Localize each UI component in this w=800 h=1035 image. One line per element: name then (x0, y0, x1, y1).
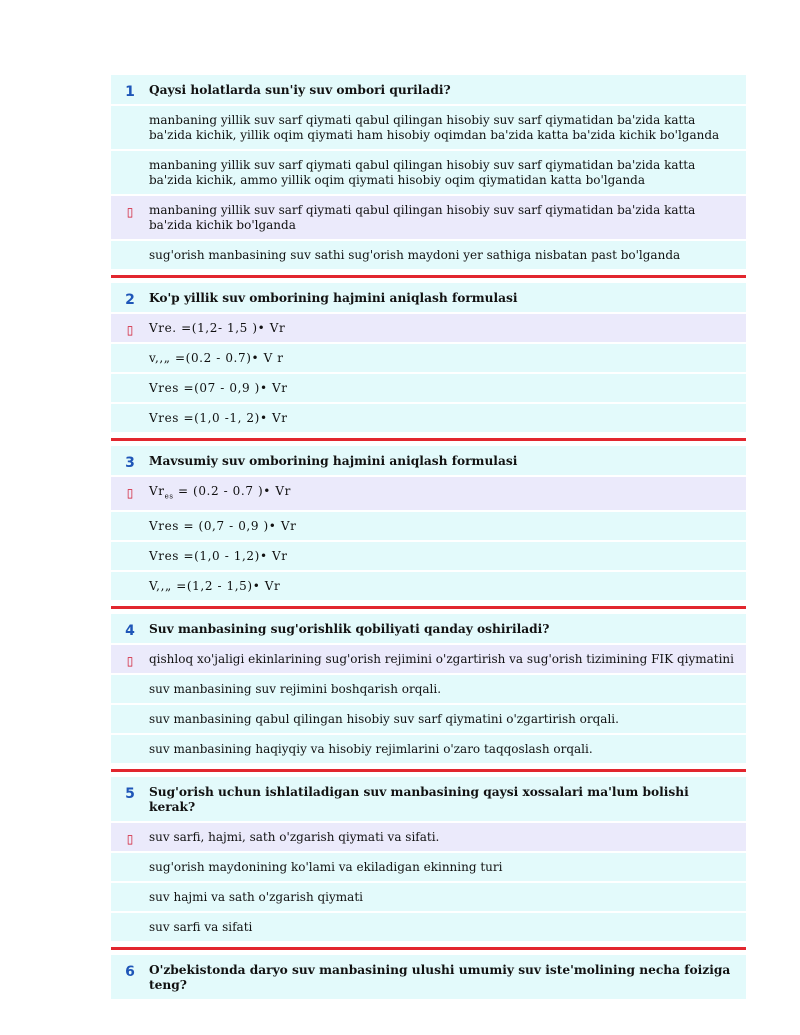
answer-text: sug'orish maydonining ko'lami va ekiladigan ekinning turi (149, 860, 503, 875)
question-row (111, 75, 746, 106)
answer-text: suv sarfi va sifati (149, 920, 253, 935)
answer-option[interactable] (111, 542, 746, 572)
answer-text: Vres = (0,7 - 0,9 )• Vr (149, 519, 297, 534)
formula-subscript: es (164, 492, 174, 501)
answer-text (149, 477, 746, 510)
question-separator (111, 769, 746, 772)
answer-option[interactable] (111, 853, 746, 883)
check-box-icon: ▯ (126, 832, 134, 847)
answer-spacer (111, 512, 149, 521)
answer-spacer (111, 404, 149, 413)
check-box-icon: ▯ (126, 654, 134, 669)
question-number: 6 (125, 964, 135, 981)
question-row (111, 283, 746, 314)
answer-spacer (111, 913, 149, 922)
answer-spacer (111, 542, 149, 551)
formula-expression: (0.2 - 0.7 )• Vr (193, 484, 291, 498)
answer-text: suv manbasining suv rejimini boshqarish orqali. (149, 682, 442, 697)
answer-text: v,,„ =(0.2 - 0.7)• V r (149, 351, 284, 365)
question-number: 1 (125, 84, 135, 100)
answer-spacer (111, 572, 149, 581)
question-text: Ko'p yillik suv omborining hajmini aniqlash formulasi (149, 291, 518, 305)
answer-option[interactable] (111, 705, 746, 735)
answer-text: manbaning yillik suv sarf qiymati qabul qilingan hisobiy suv sarf qiymatidan ba'zida katta ba'zida kichik, yillik oqim qiymati ham hisobiy oqimdan ba'zida katta ba'zida kichik bo'lganda (149, 113, 720, 142)
answer-option[interactable] (111, 512, 746, 542)
answer-spacer (111, 374, 149, 383)
question-separator (111, 947, 746, 950)
answer-option[interactable] (111, 374, 746, 404)
answer-spacer (111, 151, 149, 160)
answer-spacer (111, 705, 149, 714)
question-number: 3 (125, 455, 135, 471)
question-number: 2 (125, 292, 135, 308)
answer-option[interactable] (111, 344, 746, 374)
check-box-icon: ▯ (126, 323, 134, 337)
answer-spacer (111, 883, 149, 892)
question-block (111, 283, 746, 434)
question-row (111, 777, 746, 823)
answer-spacer (111, 106, 149, 115)
check-box-icon: ▯ (126, 205, 134, 219)
answer-option[interactable] (111, 314, 746, 344)
answer-text: manbaning yillik suv sarf qiymati qabul qilingan hisobiy suv sarf qiymatidan ba'zida katta ba'zida kichik bo'lganda (149, 203, 696, 232)
question-separator (111, 275, 746, 278)
answer-text: suv manbasining haqiyqiy va hisobiy rejimlarini o'zaro taqqoslash orqali. (149, 742, 593, 757)
answer-spacer (111, 853, 149, 862)
question-text: Qaysi holatlarda sun'iy suv ombori quriladi? (149, 83, 451, 97)
answer-text: manbaning yillik suv sarf qiymati qabul qilingan hisobiy suv sarf qiymatidan ba'zida katta ba'zida kichik, ammo yillik oqim qiymati hisobiy oqim qiymatidan katta bo'lganda (149, 158, 696, 187)
question-row (111, 614, 746, 645)
question-block (111, 75, 746, 271)
answer-text: suv hajmi va sath o'zgarish qiymati (149, 890, 363, 905)
answer-text: suv manbasining qabul qilingan hisobiy suv sarf qiymatini o'zgartirish orqali. (149, 712, 619, 727)
question-block (111, 777, 746, 943)
question-block (111, 614, 746, 765)
question-number: 4 (125, 623, 135, 640)
answer-option[interactable] (111, 241, 746, 271)
answer-spacer (111, 241, 149, 250)
question-separator (111, 438, 746, 441)
answer-text: V,,„ =(1,2 - 1,5)• Vr (149, 579, 281, 594)
answer-option[interactable] (111, 675, 746, 705)
answer-text: Vre. =(1,2- 1,5 )• Vr (149, 321, 286, 335)
answer-option[interactable] (111, 735, 746, 765)
question-text: Sug'orish uchun ishlatiladigan suv manbasining qaysi xossalari ma'lum bolishi kerak? (149, 785, 689, 815)
answer-option[interactable] (111, 151, 746, 196)
answer-option[interactable] (111, 645, 746, 675)
question-row (111, 446, 746, 477)
answer-spacer (111, 675, 149, 684)
question-text: O'zbekistonda daryo suv manbasining ulushi umumiy suv iste'molining necha foiziga teng? (149, 963, 731, 993)
question-block (111, 446, 746, 602)
answer-option[interactable] (111, 404, 746, 434)
answer-spacer (111, 735, 149, 744)
question-row (111, 955, 746, 1001)
answer-text: qishloq xo'jaligi ekinlarining sug'orish rejimini o'zgartirish va sug'orish tizimining FIK qiymatini (149, 652, 734, 667)
answer-option[interactable] (111, 823, 746, 853)
answer-text: Vres =(07 - 0,9 )• Vr (149, 381, 288, 395)
check-box-icon: ▯ (126, 486, 134, 500)
formula-symbol: Vr (149, 484, 165, 498)
answer-option[interactable] (111, 572, 746, 602)
answer-text: suv sarfi, hajmi, sath o'zgarish qiymati va sifati. (149, 830, 440, 845)
answer-spacer (111, 344, 149, 353)
question-block (111, 955, 746, 1001)
formula-equals: = (173, 484, 194, 498)
answer-option[interactable] (111, 196, 746, 241)
quiz-list (111, 75, 746, 1001)
answer-option[interactable] (111, 883, 746, 913)
answer-text: sug'orish manbasining suv sathi sug'orish maydoni yer sathiga nisbatan past bo'lganda (149, 248, 681, 262)
answer-option[interactable] (111, 477, 746, 512)
answer-text: Vres =(1,0 -1, 2)• Vr (149, 411, 288, 425)
question-number: 5 (125, 786, 135, 803)
question-separator (111, 606, 746, 609)
answer-option[interactable] (111, 106, 746, 151)
answer-text: Vres =(1,0 - 1,2)• Vr (149, 549, 288, 564)
answer-option[interactable] (111, 913, 746, 943)
question-text: Mavsumiy suv omborining hajmini aniqlash formulasi (149, 454, 518, 468)
question-text: Suv manbasining sug'orishlik qobiliyati qanday oshiriladi? (149, 622, 550, 637)
